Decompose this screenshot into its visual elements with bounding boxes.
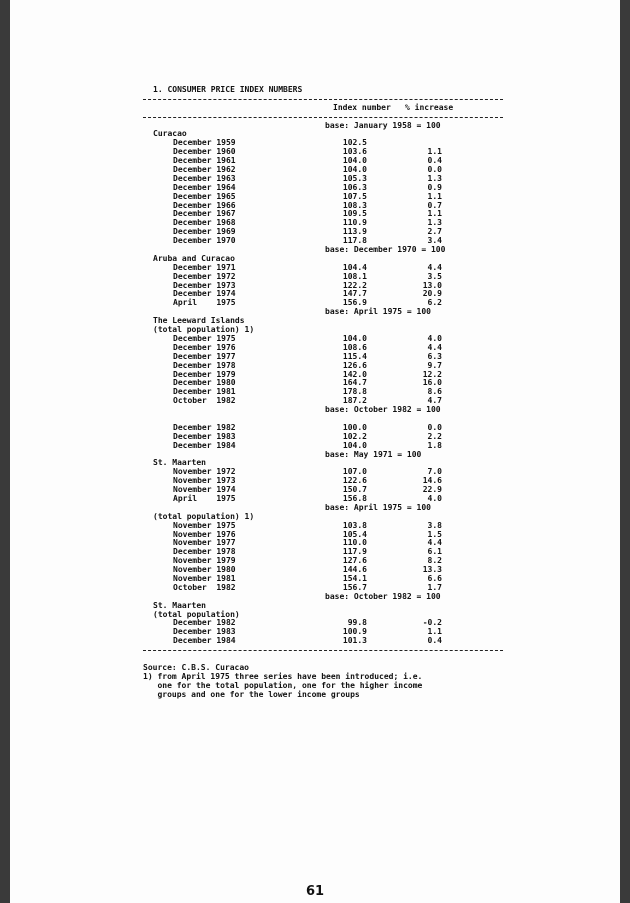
base-label: base: December 1970 = 100	[325, 245, 446, 255]
period-cell: December 1962	[173, 165, 236, 175]
index-cell: 113.9	[342, 227, 367, 237]
index-cell: 117.8	[342, 236, 367, 246]
increase-cell: 9.7	[427, 360, 442, 370]
increase-cell: 6.3	[427, 351, 442, 361]
base-label: base: October 1982 = 100	[325, 591, 441, 601]
index-cell: 104.0	[342, 156, 367, 166]
increase-cell: 1.3	[427, 218, 442, 228]
increase-cell: 1.1	[427, 191, 442, 201]
group-label: (total population)	[153, 609, 240, 619]
index-cell: 104.0	[342, 165, 367, 175]
period-cell: November 1974	[173, 485, 236, 495]
index-cell: 103.6	[342, 147, 367, 157]
period-cell: November 1979	[173, 556, 236, 566]
index-cell: 164.7	[342, 378, 367, 388]
index-cell: 108.1	[342, 271, 367, 281]
period-cell: December 1969	[173, 227, 236, 237]
period-cell: December 1975	[173, 333, 236, 343]
index-cell: 144.6	[342, 565, 367, 575]
index-cell: 156.9	[342, 298, 367, 308]
increase-cell: 0.7	[427, 200, 442, 210]
increase-cell: 12.2	[422, 369, 442, 379]
index-cell: 147.7	[342, 289, 367, 299]
period-cell: December 1976	[173, 342, 236, 352]
increase-cell: 3.5	[427, 271, 442, 281]
period-cell: December 1963	[173, 173, 236, 183]
footnote-row	[143, 691, 503, 700]
period-cell: December 1978	[173, 360, 236, 370]
period-cell: December 1970	[173, 236, 236, 246]
increase-cell: 0.4	[427, 636, 442, 646]
period-cell: November 1977	[173, 538, 236, 548]
table-title-text: 1. CONSUMER PRICE INDEX NUMBERS	[153, 85, 303, 94]
increase-cell: 4.4	[427, 262, 442, 272]
index-cell: 103.8	[342, 520, 367, 530]
bottom-rule	[143, 646, 503, 655]
period-cell: December 1965	[173, 191, 236, 201]
index-cell: 110.9	[342, 218, 367, 228]
increase-cell: 1.5	[427, 529, 442, 539]
increase-cell: 8.6	[427, 387, 442, 397]
period-cell: December 1984	[173, 636, 236, 646]
period-cell: November 1980	[173, 565, 236, 575]
period-cell: April 1975	[173, 493, 236, 503]
increase-cell: -0.2	[422, 618, 442, 628]
increase-cell: 13.0	[422, 280, 442, 290]
index-cell: 109.5	[342, 209, 367, 219]
increase-cell: 1.1	[427, 627, 442, 637]
increase-cell: 7.0	[427, 467, 442, 477]
index-cell: 154.1	[342, 573, 367, 583]
percent-increase-header: % increase	[405, 102, 454, 112]
increase-cell: 2.7	[427, 227, 442, 237]
footnote-text: Source: C.B.S. Curacao	[143, 662, 249, 672]
period-cell: November 1973	[173, 476, 236, 486]
page-number: 61	[306, 884, 325, 899]
table-row	[143, 237, 503, 246]
base-label: base: May 1971 = 100	[325, 449, 422, 459]
period-cell: November 1976	[173, 529, 236, 539]
index-cell: 107.0	[342, 467, 367, 477]
index-cell: 108.6	[342, 342, 367, 352]
index-cell: 108.3	[342, 200, 367, 210]
index-cell: 156.8	[342, 493, 367, 503]
index-cell: 105.4	[342, 529, 367, 539]
index-cell: 142.0	[342, 369, 367, 379]
header-rule	[143, 113, 503, 122]
index-cell: 122.2	[342, 280, 367, 290]
period-cell: November 1975	[173, 520, 236, 530]
increase-cell: 0.0	[427, 165, 442, 175]
period-cell: December 1960	[173, 147, 236, 157]
increase-cell: 14.6	[422, 476, 442, 486]
increase-cell: 4.0	[427, 493, 442, 503]
index-cell: 127.6	[342, 556, 367, 566]
index-cell: 104.0	[342, 440, 367, 450]
index-cell: 117.9	[342, 547, 367, 557]
footnote-text: groups and one for the lower income groups	[143, 689, 360, 699]
period-cell: December 1980	[173, 378, 236, 388]
footnote-text: 1) from April 1975 three series have been introduced; i.e.	[143, 671, 423, 681]
index-cell: 122.6	[342, 476, 367, 486]
increase-cell: 2.2	[427, 431, 442, 441]
increase-cell: 4.4	[427, 342, 442, 352]
period-cell: November 1981	[173, 573, 236, 583]
index-cell: 150.7	[342, 485, 367, 495]
increase-cell: 1.1	[427, 147, 442, 157]
base-label: base: April 1975 = 100	[325, 307, 431, 317]
group-label: (total population) 1)	[153, 325, 255, 335]
base-label: base: October 1982 = 100	[325, 405, 441, 415]
index-cell: 104.0	[342, 333, 367, 343]
increase-cell: 4.4	[427, 538, 442, 548]
base-label: base: April 1975 = 100	[325, 502, 431, 512]
period-cell: April 1975	[173, 298, 236, 308]
increase-cell: 13.3	[422, 565, 442, 575]
period-cell: December 1978	[173, 547, 236, 557]
increase-cell: 1.3	[427, 173, 442, 183]
table-title	[143, 86, 503, 95]
table-row	[143, 442, 503, 451]
period-cell: December 1961	[173, 156, 236, 166]
index-cell: 110.0	[342, 538, 367, 548]
period-cell: December 1972	[173, 271, 236, 281]
period-cell: October 1982	[173, 582, 236, 592]
period-cell: December 1967	[173, 209, 236, 219]
index-cell: 99.8	[347, 618, 367, 628]
increase-cell: 6.6	[427, 573, 442, 583]
index-cell: 100.9	[342, 627, 367, 637]
period-cell: October 1982	[173, 396, 236, 406]
increase-cell: 0.9	[427, 182, 442, 192]
period-cell: December 1977	[173, 351, 236, 361]
increase-cell: 1.7	[427, 582, 442, 592]
index-cell: 187.2	[342, 396, 367, 406]
group-label: Aruba and Curacao	[153, 253, 235, 263]
period-cell: December 1983	[173, 431, 236, 441]
base-row	[143, 122, 503, 131]
index-cell: 178.8	[342, 387, 367, 397]
group-label: The Leeward Islands	[153, 316, 245, 326]
increase-cell: 1.8	[427, 440, 442, 450]
index-cell: 107.5	[342, 191, 367, 201]
period-cell: December 1974	[173, 289, 236, 299]
table-row	[143, 299, 503, 308]
group-label: St. Maarten	[153, 600, 206, 610]
table-row	[143, 584, 503, 593]
period-cell: December 1984	[173, 440, 236, 450]
table-row	[143, 495, 503, 504]
index-cell: 156.7	[342, 582, 367, 592]
index-number-header: Index number	[333, 102, 391, 112]
increase-cell: 6.1	[427, 547, 442, 557]
index-cell: 115.4	[342, 351, 367, 361]
period-cell: December 1982	[173, 618, 236, 628]
group-label: St. Maarten	[153, 458, 206, 468]
period-cell: December 1979	[173, 369, 236, 379]
document-page	[10, 0, 620, 903]
increase-cell: 3.8	[427, 520, 442, 530]
increase-cell: 6.2	[427, 298, 442, 308]
index-cell: 106.3	[342, 182, 367, 192]
index-cell: 100.0	[342, 422, 367, 432]
period-cell: December 1982	[173, 422, 236, 432]
index-cell: 102.5	[342, 138, 367, 148]
footnote-text: one for the total population, one for the higher income	[143, 680, 423, 690]
increase-cell: 4.0	[427, 333, 442, 343]
period-cell: November 1972	[173, 467, 236, 477]
column-header	[143, 104, 503, 113]
increase-cell: 4.7	[427, 396, 442, 406]
period-cell: December 1971	[173, 262, 236, 272]
period-cell: December 1983	[173, 627, 236, 637]
increase-cell: 3.4	[427, 236, 442, 246]
index-cell: 102.2	[342, 431, 367, 441]
index-cell: 105.3	[342, 173, 367, 183]
increase-cell: 1.1	[427, 209, 442, 219]
increase-cell: 16.0	[422, 378, 442, 388]
increase-cell: 0.0	[427, 422, 442, 432]
cpi-table	[143, 86, 503, 699]
index-cell: 101.3	[342, 636, 367, 646]
period-cell: December 1966	[173, 200, 236, 210]
increase-cell: 22.9	[422, 485, 442, 495]
table-row	[143, 637, 503, 646]
group-label: (total population) 1)	[153, 511, 255, 521]
increase-cell: 8.2	[427, 556, 442, 566]
increase-cell: 0.4	[427, 156, 442, 166]
index-cell: 104.4	[342, 262, 367, 272]
period-cell: December 1981	[173, 387, 236, 397]
period-cell: December 1964	[173, 182, 236, 192]
index-cell: 126.6	[342, 360, 367, 370]
table-row	[143, 397, 503, 406]
base-row	[143, 406, 503, 415]
increase-cell: 20.9	[422, 289, 442, 299]
period-cell: December 1973	[173, 280, 236, 290]
period-cell: December 1968	[173, 218, 236, 228]
period-cell: December 1959	[173, 138, 236, 148]
group-label: Curacao	[153, 129, 187, 139]
base-label: base: January 1958 = 100	[325, 120, 441, 130]
